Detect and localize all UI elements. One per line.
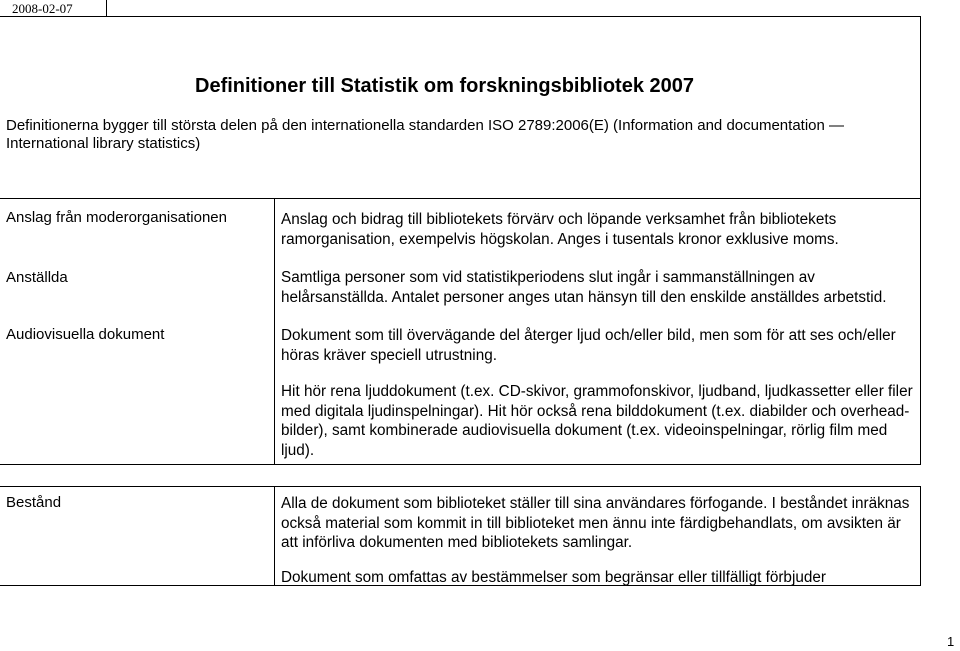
date-label: 2008-02-07	[0, 0, 107, 17]
definition-anstallda: Samtliga personer som vid statistikperiodens slut ingår i sammanställningen av helårsanställda. Antalet personer anges utan hänsyn till den enskilde anställdes arbetstid.	[281, 269, 887, 306]
term-audiovisuella: Audiovisuella dokument	[6, 326, 165, 343]
term-anstallda: Anställda	[6, 269, 68, 286]
intro-text: Definitionerna bygger till största delen på den internationella standarden ISO 2789:2006(E) (Information and documentation — International library statistics)	[6, 117, 845, 152]
definition-bestand-extra: Dokument som omfattas av bestämmelser som begränsar eller tillfälligt förbjuder	[281, 569, 826, 586]
term-anslag: Anslag från moderorganisationen	[6, 209, 227, 226]
column-divider	[274, 198, 275, 465]
term-bestand: Bestånd	[6, 494, 62, 511]
definition-audiovisuella: Dokument som till övervägande del återger ljud och/eller bild, men som för att ses och/eller höras kräver speciell utrustning.	[281, 327, 896, 364]
definition-anslag: Anslag och bidrag till bibliotekets förvärv och löpande verksamhet från bibliotekets ramorganisation, exempelvis högskolan. Anges i tusentals kronor exklusive moms.	[281, 211, 839, 248]
page-number: 1	[947, 634, 955, 649]
title-section	[0, 16, 921, 199]
column-divider	[274, 486, 275, 586]
definition-audiovisuella-extra: Hit hör rena ljuddokument (t.ex. CD-skivor, grammofonskivor, ljudband, ljudkassetter eller filer med digitala ljudinspelningar). Hit hör också rena bilddokument (t.ex. diabilder och overhead-bilder), samt kombinerade audiovisuella dokument (t.ex. videoinspelningar, rörlig film med ljud).	[281, 383, 913, 459]
page-title: Definitioner till Statistik om forskningsbibliotek 2007	[195, 75, 694, 97]
definition-bestand: Alla de dokument som biblioteket ställer till sina användares förfogande. I beståndet inräknas också material som kommit in till biblioteket men ännu inte färdigbehandlats, om avsikten är att införliva dokumenten med bibliotekets samlingar.	[281, 495, 910, 551]
